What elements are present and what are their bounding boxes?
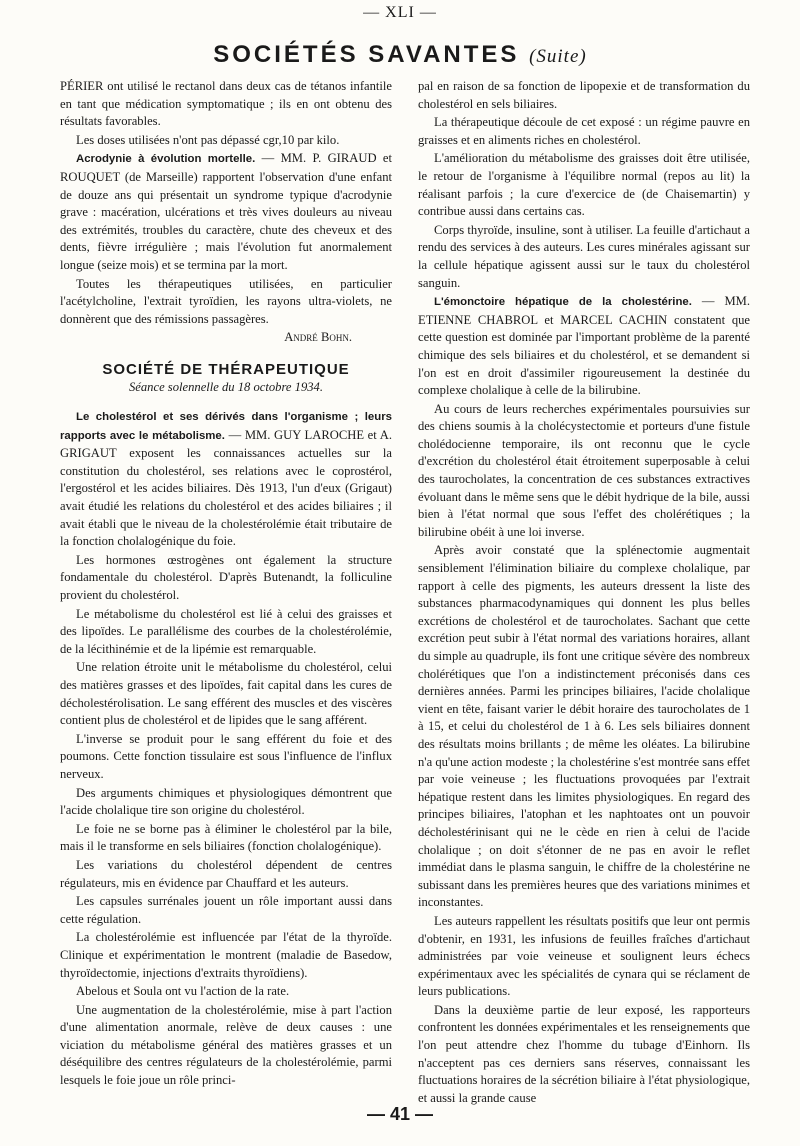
society-title: SOCIÉTÉ DE THÉRAPEUTIQUE [102, 360, 350, 378]
page-number: — 41 — [366, 1104, 434, 1124]
paragraph: Le métabolisme du cholestérol est lié à celui des graisses et des lipoïdes. Le parallélisme des courbes de la cholestérolémie, de la lécithinémie et de la lipémie est remarquable. [60, 606, 392, 656]
acrodynie-paragraph [60, 150, 392, 274]
paragraph: Une augmentation de la cholestérolémie, mise à part l'action d'une alimentation anormale, relève de deux causes : une viciation du métabolisme général des matières grasses et un déséquilibre des centres régulateurs de la cholestérolémie, parmi lesquels le foie joue un rôle princi- [60, 1002, 392, 1088]
paragraph: Les doses utilisées n'ont pas dépassé cgr,10 par kilo. [76, 132, 340, 147]
paragraph: Les auteurs rappellent les résultats positifs que leur ont permis d'obtenir, en 1931, les infusions de feuilles fraîches d'artichaut administrées par voie veineuse et soulignent leurs échecs expérimentaux avec les spécialités de cynara qui se réclament de leurs publications. [418, 913, 750, 999]
paragraph: Au cours de leurs recherches expérimentales poursuivies sur des chiens soumis à la cholécystectomie et porteurs d'une fistule cholédocienne temporaire, ils ont reconnu que le cycle d'excrétion du cholestérol était étroitement superposable à celui des taurocholates, la concentration de ces substances extractives évoluant dans le même sens que le débit hydrique de la bile, aussi bien à l'état normal que sous l'effet des cholérétiques ; la bilirubine obéit à une loi inverse. [418, 401, 750, 539]
paragraph: La thérapeutique découle de cet exposé : un régime pauvre en graisses et en aliments riches en cholestérol. [418, 115, 750, 147]
cholesterol-text: — MM. GUY LAROCHE et A. GRIGAUT exposent les connaissances actuelles sur la constitution du cholestérol, ses relations avec le coprostérol, l'ergostérol et les acides biliaires. Dès 1913, l'un d'eux (Grigaut) avait étudié les relations du cholestérol et des acides biliaires ; il avait établi que le niveau de la cholestérolémie était tributaire de la fonction cholalogénique du foie. [60, 427, 392, 549]
cholesterol-paragraph [60, 408, 392, 551]
two-column-body [60, 78, 751, 1105]
emonctoire-text: — MM. ETIENNE CHABROL et MARCEL CACHIN constatent que cette question est dominée par l'important problème de la parenté chimique des sels biliaires et du cholestérol, et se demandent si l'on est en droit d'assimiler rigoureusement la destinée du complexe cholalique à celle de la bilirubine. [418, 294, 751, 398]
emonctoire-paragraph [418, 293, 750, 400]
running-head: — XLI — [363, 4, 437, 21]
paragraph: PÉRIER ont utilisé le rectanol dans deux cas de tétanos infantile en tant que médication symptomatique ; ils en ont obtenu des résultats favorables. [60, 79, 392, 129]
paragraph: L'inverse se produit pour le sang efférent du foie et des poumons. Cette fonction tissulaire est sous l'influence de l'influx nerveux. [60, 731, 392, 781]
paragraph: Corps thyroïde, insuline, sont à utiliser. La feuille d'artichaut a rendu des services à des auteurs. Les cures minérales agissant sur la cellule hépatique agissent aussi sur le taux du cholestérol sanguin. [418, 222, 750, 290]
paragraph: La cholestérolémie est influencée par l'état de la thyroïde. Clinique et expérimentation le montrent (maladie de Basedow, thyroïdectomie, injections d'extraits thyroïdiens). [60, 930, 392, 980]
paragraph: Une relation étroite unit le métabolisme du cholestérol, celui des matières grasses et des lipoïdes, fait capital dans les cures de décholestérolisation. Le sang efférent des muscles et des viscères contient plus de cholestérol et de lipides que le sang afférent. [60, 660, 392, 728]
right-column [418, 78, 751, 1105]
paragraph: Dans la deuxième partie de leur exposé, les rapporteurs confrontent les données expérimentales et les renseignements que l'on peut attendre chez l'homme du tubage d'Einhorn. Ils n'acceptent pas ces derniers sans réserves, connaissant les fluctuations horaires de la sécrétion biliaire à l'état physiologique, et aussi la grande cause [418, 1002, 750, 1105]
section-title-suite: (Suite) [529, 46, 587, 67]
paragraph: Des arguments chimiques et physiologiques démontrent que l'acide cholalique tire son origine du cholestérol. [60, 785, 392, 818]
paragraph: Les variations du cholestérol dépendent de centres régulateurs, mis en évidence par Chauffard et les auteurs. [60, 857, 392, 890]
cholesterol-heading: Le cholestérol et ses dérivés dans l'organisme ; leurs rapports avec le métabolisme. [60, 411, 392, 442]
left-column [60, 78, 392, 1088]
paragraph: Le foie ne se borne pas à éliminer le cholestérol par la bile, mais il le transforme en sels biliaires (fonction cholalogénique). [60, 821, 392, 854]
session-date: Séance solennelle du 18 octobre 1934. [129, 379, 323, 394]
paragraph: pal en raison de sa fonction de lipopexie et de transformation du cholestérol en sels biliaires. [418, 79, 750, 111]
emonctoire-heading: L'émonctoire hépatique de la cholestérine. [434, 296, 692, 309]
section-title [0, 40, 800, 72]
paragraph: Les capsules surrénales jouent un rôle important aussi dans cette régulation. [60, 894, 392, 926]
paragraph: Abelous et Soula ont vu l'action de la rate. [76, 984, 290, 999]
paragraph: Après avoir constaté que la splénectomie augmentait sensiblement l'élimination biliaire du complexe cholalique, par rapport à celle des pigments, les auteurs dressent la liste des substances pharmacodynamiques qui donnent les plus belles excrétions de cholestérol et de taurocholates. Sachant que cette excrétion peut subir à l'état normal des variations horaires, allant du simple au quadruple, ils font une critique sévère des nombreux cholérétiques que l'on a indistinctement préconisés dans ces dernières années. Parmi les principes biliaires, l'acide cholalique vient en tête, faisant varier le débit horaire des taurocholates de 1 à 15, et celui du cholestérol de 1 à 6. Les sels biliaires donnent des résultats moins brillants ; de même les oléates. La bilirubine n'a qu'une action modeste ; la cholestérine s'est montrée sans effet par voie veineuse ; les fluctuations provoquées par l'extrait hépatique restent dans les limites physiologiques. En regard des principes biliaires, l'atophan et les naphtoates ont un pouvoir décholestérinisant qui ne le cède en rien à celui de l'acide cholalique ; on doit s'étonner de ne pas en avoir le reflet immédiat dans le plasma sanguin, le chiffre de la cholestérine ne subissant dans les premières heures que des variations minimes et inconstantes. [418, 543, 750, 910]
acrodynie-text: — MM. P. GIRAUD et ROUQUET (de Marseille) rapportent l'observation d'une enfant de douze ans qui présentait un syndrome typique d'acrodynie grave : macération, ulcérations et très vives douleurs au niveau des extrémités, troubles du caractère, chute des cheveux et des dents, fièvre irrégulière ; mais l'évolution fut anormalement longue (seize mois) et se termina par la mort. [60, 151, 392, 272]
author-signature: André Bohn. [284, 330, 352, 345]
paragraph: Toutes les thérapeutiques utilisées, en particulier l'acétylcholine, l'extrait tyroïdien, les rayons ultra-violets, ne donnèrent que des rémissions passagères. [60, 276, 392, 326]
paragraph: L'amélioration du métabolisme des graisses doit être utilisée, le retour de l'organisme à l'équilibre normal (repos au lit) la réalisant parfois ; la cure d'exercice de (de Chaisemartin) y contribue aussi dans certains cas. [418, 151, 750, 219]
section-title-text: SOCIÉTÉS SAVANTES [213, 41, 520, 68]
acrodynie-heading: Acrodynie à évolution mortelle. [76, 153, 256, 166]
paragraph: Les hormones œstrogènes ont également la structure fondamentale du cholestérol. D'après Butenandt, la folliculine provient du cholestérol. [60, 552, 392, 603]
